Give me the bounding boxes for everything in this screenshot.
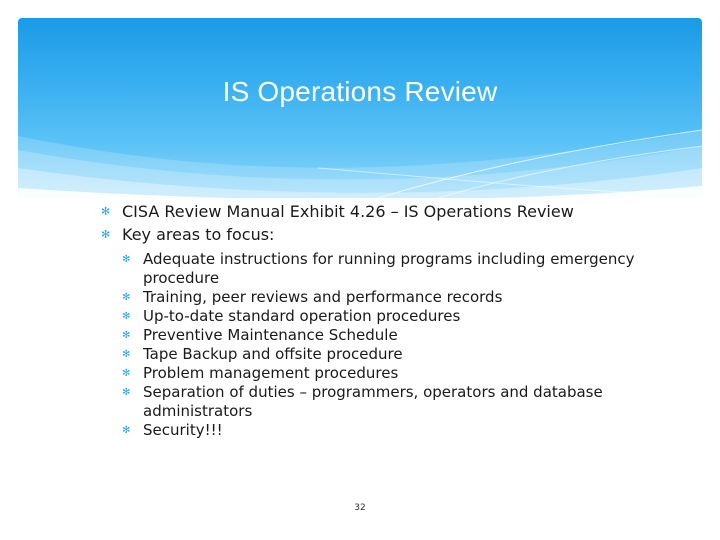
bullet-icon: ✻ [122,330,131,341]
sub-bullet-text: Problem management procedures [143,364,399,382]
sub-bullet-text: Preventive Maintenance Schedule [143,326,398,344]
sub-bullet-text: Separation of duties – programmers, operators and database administrators [143,383,603,420]
bullet-icon: ✻ [122,425,131,436]
sub-bullet-text: Training, peer reviews and performance records [143,288,503,306]
sub-bullet-item [101,364,661,383]
bullet-icon: ✻ [122,349,131,360]
bullet-text: Key areas to focus: [122,225,275,244]
sub-bullet-list [101,250,661,440]
sub-bullet-item [101,326,661,345]
sub-bullet-item [101,307,661,326]
wave-decoration [18,18,702,198]
sub-bullet-text: Up-to-date standard operation procedures [143,307,461,325]
page-number: 32 [354,503,366,513]
sub-bullet-text: Tape Backup and offsite procedure [143,345,403,363]
slide-content [101,200,661,440]
sub-bullet-text: Adequate instructions for running programs including emergency procedure [143,250,635,287]
bullet-text: CISA Review Manual Exhibit 4.26 – IS Operations Review [122,202,574,221]
bullet-icon: ✻ [122,368,131,379]
bullet-item [101,200,661,223]
sub-bullet-item [101,288,661,307]
bullet-item [101,223,661,246]
sub-bullet-item [101,421,661,440]
bullet-icon: ✻ [122,292,131,303]
sub-bullet-item [101,345,661,364]
bullet-icon: ✻ [101,205,111,218]
bullet-icon: ✻ [122,254,131,265]
sub-bullet-item [101,250,661,288]
slide-title: IS Operations Review [222,76,498,107]
title-banner [18,18,702,198]
bullet-icon: ✻ [101,228,111,241]
sub-bullet-text: Security!!! [143,421,223,439]
bullet-icon: ✻ [122,311,131,322]
bullet-icon: ✻ [122,387,131,398]
sub-bullet-item [101,383,661,421]
